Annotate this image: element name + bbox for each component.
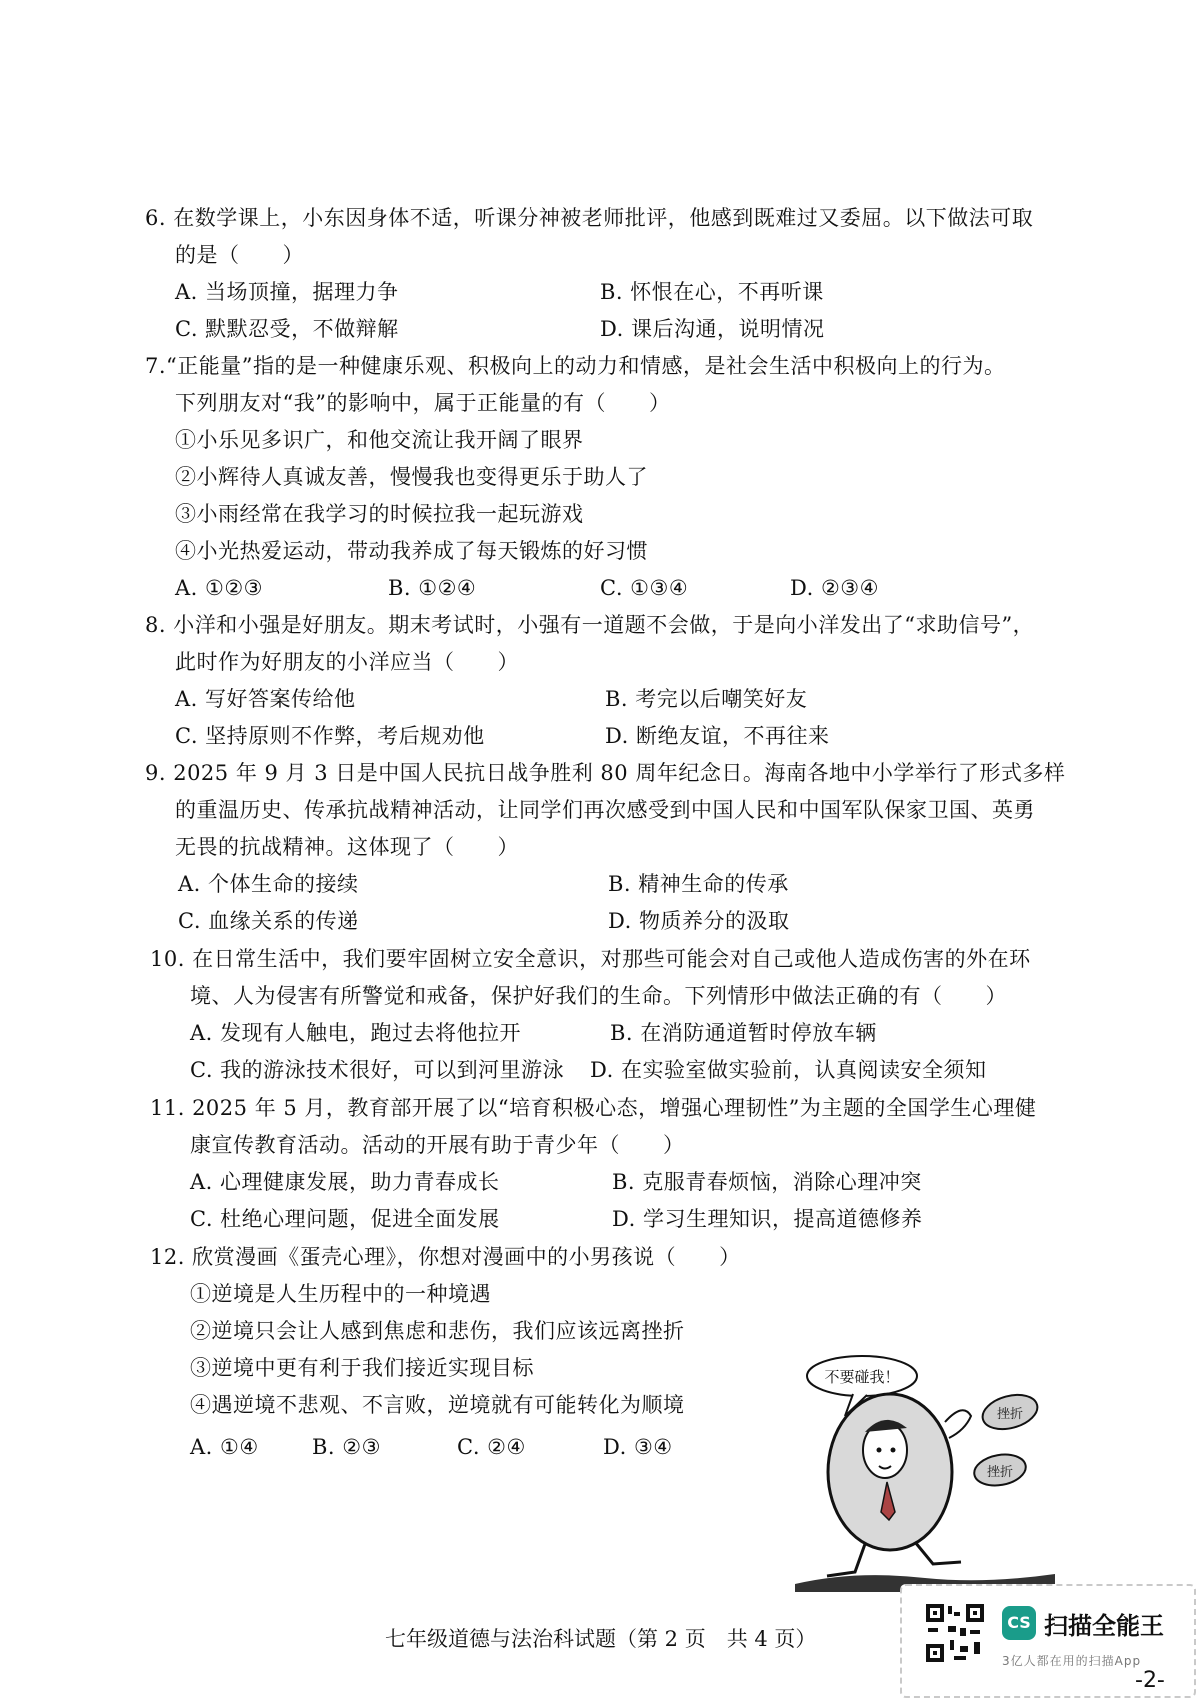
q9-stem-line1: 9. 2025 年 9 月 3 日是中国人民抗日战争胜利 80 周年纪念日。海南各地中小学举行了形式多样 <box>145 761 1066 785</box>
q8-option-b: B. 考完以后嘲笑好友 <box>605 687 808 711</box>
q9-option-c: C. 血缘关系的传递 <box>178 909 359 933</box>
q6-stem-line1: 6. 在数学课上，小东因身体不适，听课分神被老师批评，他感到既难过又委屈。以下做法可取 <box>145 206 1034 230</box>
q6-option-a: A. 当场顶撞，据理力争 <box>175 280 399 304</box>
q7-stem-line2: 下列朋友对“我”的影响中，属于正能量的有（ ） <box>175 391 671 415</box>
q6-option-d: D. 课后沟通，说明情况 <box>600 317 825 341</box>
q7-item-1: ①小乐见多识广，和他交流让我开阔了眼界 <box>175 428 584 452</box>
q11-stem-line1: 11. 2025 年 5 月，教育部开展了以“培育积极心态，增强心理韧性”为主题的全国学生心理健 <box>150 1096 1037 1120</box>
q11-option-a: A. 心理健康发展，助力青春成长 <box>190 1170 500 1194</box>
q12-item-1: ①逆境是人生历程中的一种境遇 <box>190 1282 491 1306</box>
q6-stem-line2: 的是（ ） <box>175 243 304 267</box>
q6-option-b: B. 怀恨在心，不再听课 <box>600 280 824 304</box>
rock-label-2: 挫折 <box>986 1465 1014 1480</box>
q12-option-d: D. ③④ <box>603 1435 673 1459</box>
q12-option-a: A. ①④ <box>190 1435 259 1459</box>
q9-stem-line3: 无畏的抗战精神。这体现了（ ） <box>175 835 519 859</box>
q8-option-d: D. 断绝友谊，不再往来 <box>605 724 830 748</box>
q7-option-b: B. ①②④ <box>388 576 477 600</box>
q10-option-c: C. 我的游泳技术很好，可以到河里游泳 <box>190 1058 565 1082</box>
q12-option-c: C. ②④ <box>457 1435 526 1459</box>
q6-option-c: C. 默默忍受，不做辩解 <box>175 317 399 341</box>
page-footer: 七年级道德与法治科试题（第 2 页 共 4 页） <box>385 1627 817 1651</box>
q8-stem-line1: 8. 小洋和小强是好朋友。期末考试时，小强有一道题不会做，于是向小洋发出了“求助信号”， <box>145 613 1035 637</box>
q12-item-4: ④遇逆境不悲观、不言败，逆境就有可能转化为顺境 <box>190 1393 685 1417</box>
q12-item-3: ③逆境中更有利于我们接近实现目标 <box>190 1356 534 1380</box>
q8-stem-line2: 此时作为好朋友的小洋应当（ ） <box>175 650 519 674</box>
scanner-brand-name: 扫描全能王 <box>1044 1612 1164 1640</box>
camscanner-logo-icon: CS <box>1002 1606 1036 1640</box>
scanner-tagline: 3亿人都在用的扫描App <box>1002 1654 1142 1668</box>
q9-option-a: A. 个体生命的接续 <box>178 872 359 896</box>
q7-option-a: A. ①②③ <box>175 576 263 600</box>
q10-option-a: A. 发现有人触电，跑过去将他拉开 <box>190 1021 522 1045</box>
q10-stem-line2: 境、人为侵害有所警觉和戒备，保护好我们的生命。下列情形中做法正确的有（ ） <box>190 984 1007 1008</box>
rock-label-1: 挫折 <box>996 1407 1024 1422</box>
q11-option-c: C. 杜绝心理问题，促进全面发展 <box>190 1207 500 1231</box>
q10-option-b: B. 在消防通道暂时停放车辆 <box>610 1021 877 1045</box>
q7-option-c: C. ①③④ <box>600 576 689 600</box>
q8-option-a: A. 写好答案传给他 <box>175 687 356 711</box>
q10-stem-line1: 10. 在日常生活中，我们要牢固树立安全意识，对那些可能会对自己或他人造成伤害的外在环 <box>150 947 1031 971</box>
q7-item-2: ②小辉待人真诚友善，慢慢我也变得更乐于助人了 <box>175 465 648 489</box>
q12-option-b: B. ②③ <box>312 1435 381 1459</box>
page-number: -2- <box>1135 1668 1165 1693</box>
q12-item-2: ②逆境只会让人感到焦虑和悲伤，我们应该远离挫折 <box>190 1319 685 1343</box>
q11-stem-line2: 康宣传教育活动。活动的开展有助于青少年（ ） <box>190 1133 685 1157</box>
q7-stem-line1: 7.“正能量”指的是一种健康乐观、积极向上的动力和情感，是社会生活中积极向上的行为。 <box>145 354 1006 378</box>
speech-text: 不要碰我！ <box>824 1368 900 1386</box>
q10-option-d: D. 在实验室做实验前，认真阅读安全须知 <box>590 1058 987 1082</box>
q12-stem-line1: 12. 欣赏漫画《蛋壳心理》，你想对漫画中的小男孩说（ ） <box>150 1245 741 1269</box>
q9-option-d: D. 物质养分的汲取 <box>608 909 790 933</box>
q7-option-d: D. ②③④ <box>790 576 879 600</box>
q9-option-b: B. 精神生命的传承 <box>608 872 789 896</box>
eggshell-cartoon <box>795 1352 1055 1592</box>
eggshell-boy-illustration <box>795 1352 1055 1592</box>
q7-item-3: ③小雨经常在我学习的时候拉我一起玩游戏 <box>175 502 584 526</box>
q11-option-b: B. 克服青春烦恼，消除心理冲突 <box>612 1170 922 1194</box>
qr-code-icon <box>924 1602 986 1664</box>
q8-option-c: C. 坚持原则不作弊，考后规劝他 <box>175 724 485 748</box>
q9-stem-line2: 的重温历史、传承抗战精神活动，让同学们再次感受到中国人民和中国军队保家卫国、英勇 <box>175 798 1035 822</box>
q7-item-4: ④小光热爱运动，带动我养成了每天锻炼的好习惯 <box>175 539 648 563</box>
q11-option-d: D. 学习生理知识，提高道德修养 <box>612 1207 923 1231</box>
